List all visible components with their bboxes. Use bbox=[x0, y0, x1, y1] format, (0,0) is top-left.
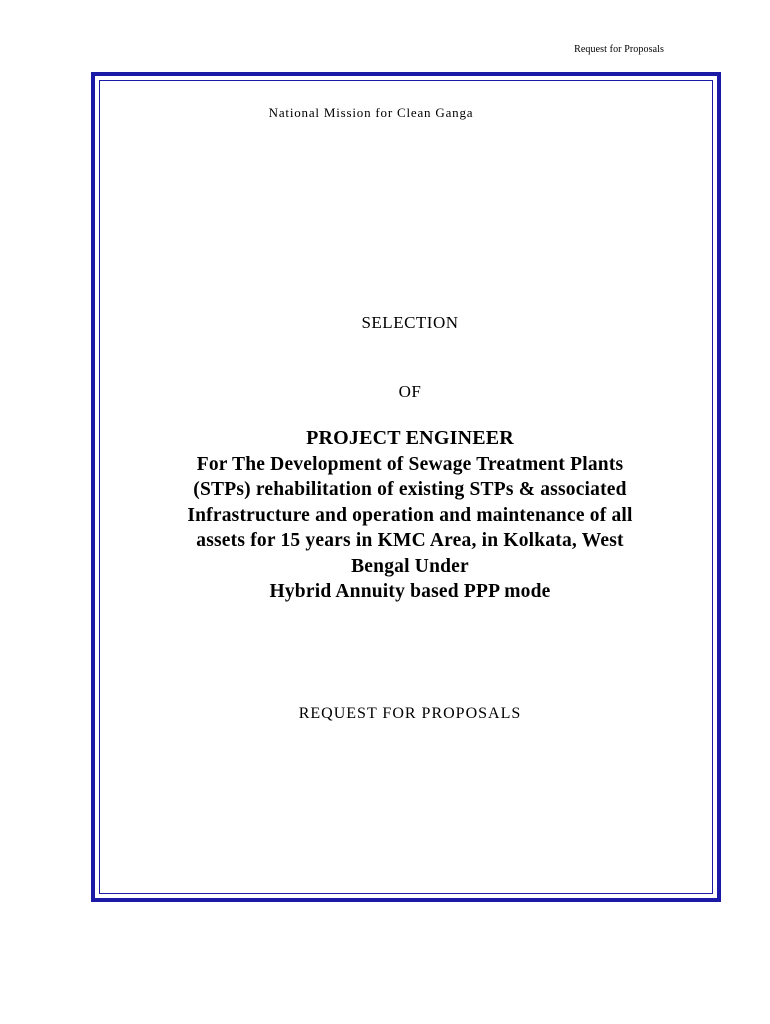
organization-name: National Mission for Clean Ganga bbox=[268, 105, 474, 120]
title-line: assets for 15 years in KMC Area, in Kolkata, West bbox=[196, 530, 624, 551]
title-line: Bengal Under bbox=[351, 555, 469, 577]
selection-heading: SELECTION bbox=[361, 313, 459, 332]
title-line: Infrastructure and operation and maintenance of all bbox=[187, 504, 633, 526]
title-line: For The Development of Sewage Treatment Plants bbox=[196, 453, 624, 475]
project-title bbox=[98, 426, 722, 605]
title-line: (STPs) rehabilitation of existing STPs & associated bbox=[193, 479, 627, 500]
title-line: Hybrid Annuity based PPP mode bbox=[269, 581, 551, 602]
title-line: PROJECT ENGINEER bbox=[306, 427, 514, 449]
running-header: Request for Proposals bbox=[574, 44, 664, 55]
document-type-heading: REQUEST FOR PROPOSALS bbox=[298, 705, 522, 722]
of-heading: OF bbox=[398, 382, 422, 401]
